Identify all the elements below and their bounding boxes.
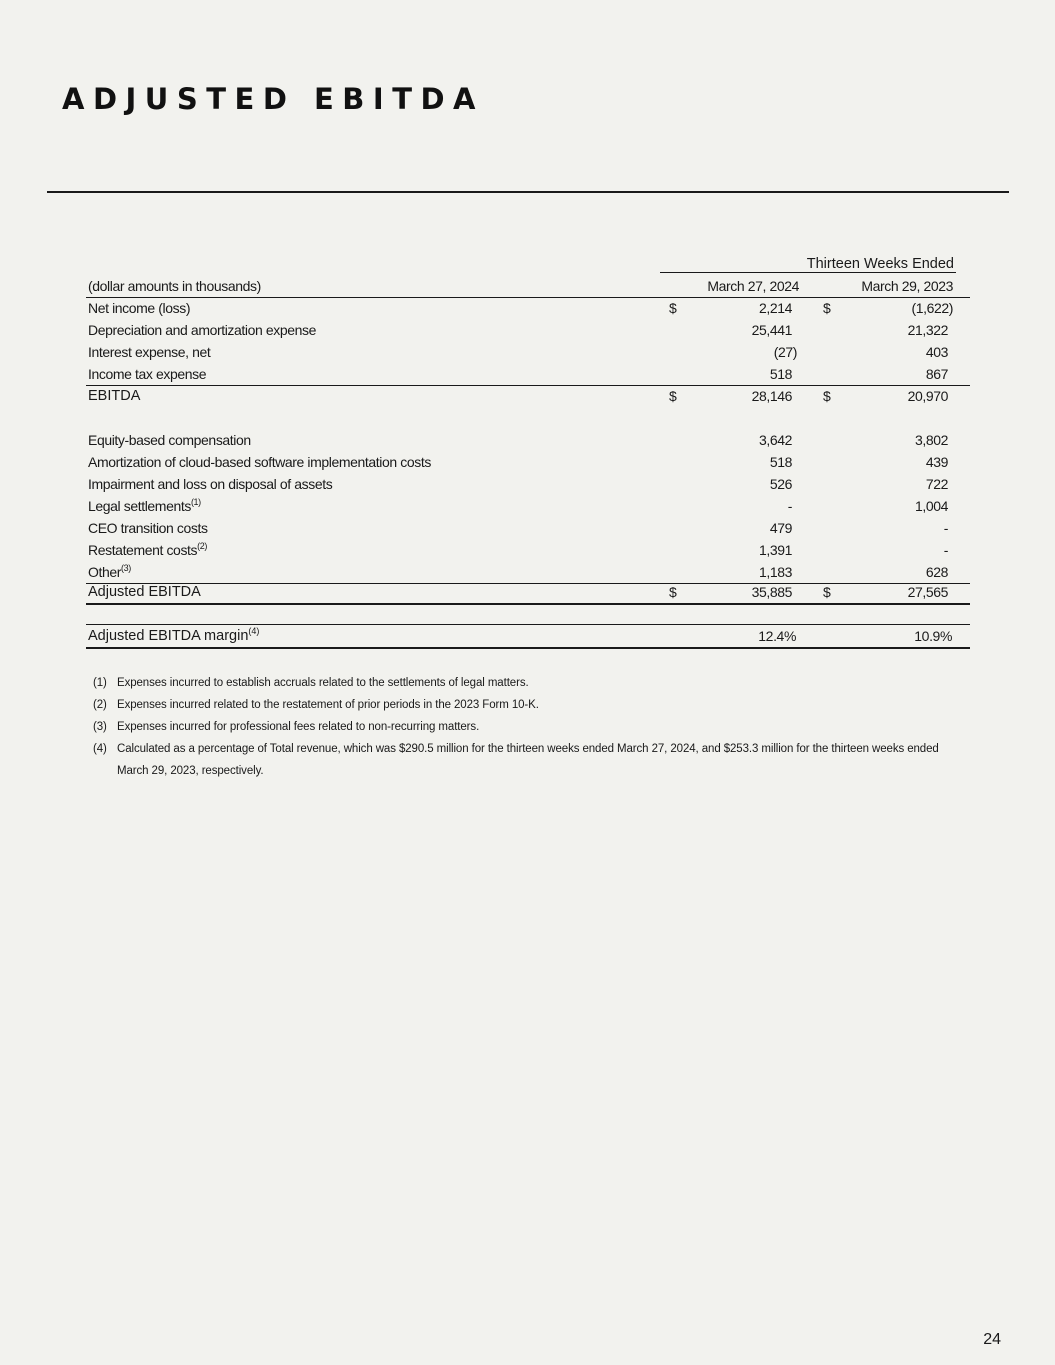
value-2024: 2,214 bbox=[758, 300, 792, 316]
value-2023: - bbox=[943, 542, 948, 558]
footnote-text: Expenses incurred for professional fees related to non-recurring matters. bbox=[117, 721, 480, 733]
value-2023: 403 bbox=[925, 344, 948, 360]
value-2024: 35,885 bbox=[751, 584, 792, 600]
row-label: Impairment and loss on disposal of assets bbox=[88, 476, 333, 492]
currency-symbol: $ bbox=[669, 388, 677, 404]
value-2024: 25,441 bbox=[751, 322, 792, 338]
footnote-text: Calculated as a percentage of Total revenue, which was $290.5 million for the thirteen weeks ended March 27, 2024, and $253.3 million for the thirteen weeks ended March 29, 2023, respectively. bbox=[117, 743, 939, 777]
value-2024: 526 bbox=[769, 476, 792, 492]
period-header: Thirteen Weeks Ended bbox=[660, 253, 956, 273]
value-2024: 518 bbox=[769, 454, 792, 470]
value-2023: 628 bbox=[925, 564, 948, 580]
footnote-number: (3) bbox=[93, 721, 107, 733]
currency-symbol: $ bbox=[669, 300, 677, 316]
footnote-number: (4) bbox=[93, 743, 107, 755]
value-2024: 3,642 bbox=[758, 432, 792, 448]
value-2023: 867 bbox=[925, 366, 948, 382]
value-2023: 722 bbox=[925, 476, 948, 492]
row-adjusted-ebitda-margin bbox=[86, 624, 970, 649]
page-title: ADJUSTED EBITDA bbox=[62, 82, 485, 116]
value-2024: 1,391 bbox=[758, 542, 792, 558]
row-label: Interest expense, net bbox=[88, 344, 211, 360]
row-label: EBITDA bbox=[88, 388, 141, 404]
footnote-number: (1) bbox=[93, 677, 107, 689]
row-label: Other$^{(3)}$ bbox=[88, 563, 131, 580]
footnote bbox=[93, 694, 953, 716]
footnote bbox=[93, 716, 953, 738]
value-2024: (27) bbox=[773, 344, 797, 360]
value-2023: (1,622) bbox=[911, 300, 953, 316]
value-2023: - bbox=[943, 520, 948, 536]
row-ebitda bbox=[86, 385, 970, 407]
row-cloud-amortization bbox=[86, 451, 970, 473]
page-number: 24 bbox=[983, 1331, 1001, 1348]
value-2023: 3,802 bbox=[914, 432, 948, 448]
row-label: CEO transition costs bbox=[88, 520, 208, 536]
currency-symbol: $ bbox=[823, 584, 831, 600]
row-ceo-transition bbox=[86, 517, 970, 539]
value-2023: 439 bbox=[925, 454, 948, 470]
currency-symbol: $ bbox=[823, 300, 831, 316]
row-label: Depreciation and amortization expense bbox=[88, 322, 317, 338]
value-2023: 10.9% bbox=[914, 628, 952, 644]
row-adjusted-ebitda bbox=[86, 581, 970, 605]
row-interest-expense bbox=[86, 341, 970, 363]
units-label: (dollar amounts in thousands) bbox=[88, 278, 261, 294]
currency-symbol: $ bbox=[669, 584, 677, 600]
value-2024: 518 bbox=[769, 366, 792, 382]
row-label: Net income (loss) bbox=[88, 300, 191, 316]
currency-symbol: $ bbox=[823, 388, 831, 404]
row-label: Equity-based compensation bbox=[88, 432, 251, 448]
row-net-income bbox=[86, 297, 970, 319]
footnote-ref: (2) bbox=[197, 541, 207, 551]
value-2024: 479 bbox=[769, 520, 792, 536]
footnotes bbox=[93, 672, 953, 782]
value-2024: - bbox=[787, 498, 792, 514]
row-label: Restatement costs$^{(2)}$ bbox=[88, 541, 207, 558]
row-depreciation bbox=[86, 319, 970, 341]
col-header-2024: March 27, 2024 bbox=[707, 278, 799, 294]
footnote-ref: (1) bbox=[190, 497, 201, 507]
row-label: Income tax expense bbox=[88, 366, 207, 382]
footnote-number: (2) bbox=[93, 699, 107, 711]
row-label: Legal settlements$^{(1)}$ bbox=[88, 497, 201, 514]
column-header-row bbox=[86, 275, 970, 298]
footnote bbox=[93, 738, 953, 782]
row-legal-settlements bbox=[86, 495, 970, 517]
footnote-ref: (4) bbox=[248, 626, 260, 636]
title-divider bbox=[47, 191, 1009, 193]
value-2023: 27,565 bbox=[907, 584, 948, 600]
footnote bbox=[93, 672, 953, 694]
footnote-ref: (3) bbox=[121, 563, 131, 573]
value-2024: 1,183 bbox=[758, 564, 792, 580]
row-label: Amortization of cloud-based software implementation costs bbox=[88, 454, 431, 470]
value-2023: 20,970 bbox=[907, 388, 948, 404]
value-2023: 1,004 bbox=[914, 498, 948, 514]
row-income-tax bbox=[86, 363, 970, 386]
row-label: Adjusted EBITDA margin$^{(4)}$ bbox=[88, 626, 260, 644]
value-2024: 12.4% bbox=[758, 628, 796, 644]
value-2023: 21,322 bbox=[907, 322, 948, 338]
value-2024: 28,146 bbox=[751, 388, 792, 404]
col-header-2023: March 29, 2023 bbox=[861, 278, 953, 294]
row-equity-compensation bbox=[86, 429, 970, 451]
footnote-text: Expenses incurred to establish accruals related to the settlements of legal matters. bbox=[117, 677, 529, 689]
row-label: Adjusted EBITDA bbox=[88, 584, 201, 600]
row-restatement-costs bbox=[86, 539, 970, 561]
footnote-text: Expenses incurred related to the restatement of prior periods in the 2023 Form 10-K. bbox=[117, 699, 539, 711]
row-impairment bbox=[86, 473, 970, 495]
